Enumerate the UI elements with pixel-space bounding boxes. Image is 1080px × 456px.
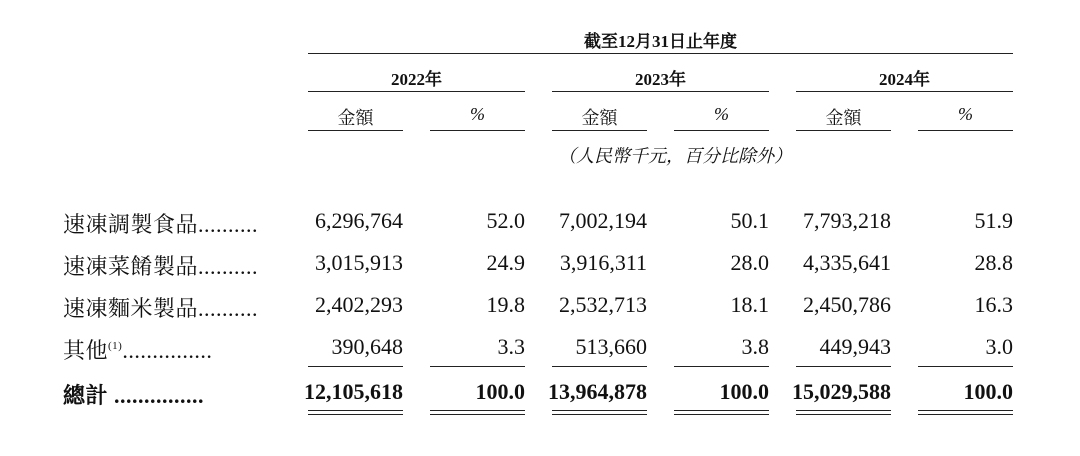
table-cell: 7,793,218	[803, 208, 891, 233]
percent-rule-2024	[918, 130, 1013, 131]
table-cell: 2,532,713	[559, 292, 647, 317]
table-cell: 28.8	[974, 250, 1013, 275]
table-cell: 3,916,311	[559, 250, 647, 275]
row-label	[63, 292, 258, 323]
table-cell: 24.9	[486, 250, 525, 275]
subtotal-rule	[552, 366, 647, 367]
total-double-rule	[674, 414, 769, 415]
total-label	[63, 379, 204, 410]
total-double-rule	[308, 414, 403, 415]
table-cell: 3.8	[741, 334, 769, 359]
row-label-text: 速凍菜餚製品	[63, 254, 199, 279]
table-cell: 390,648	[331, 334, 403, 359]
leader-dots: ..........	[198, 296, 259, 321]
total-cell: 100.0	[963, 379, 1013, 404]
year-2022-header: 2022年	[391, 70, 442, 89]
year-2024-header: 2024年	[879, 70, 930, 89]
total-double-rule	[552, 414, 647, 415]
year-2022-rule	[308, 91, 525, 92]
table-cell: 2,450,786	[803, 292, 891, 317]
amount-header-2023: 金額	[581, 108, 618, 128]
table-cell: 52.0	[486, 208, 525, 233]
subtotal-rule	[308, 366, 403, 367]
total-double-rule	[796, 410, 891, 411]
subtotal-rule	[918, 366, 1013, 367]
percent-header-2024: %	[958, 104, 973, 124]
subtotal-rule	[674, 366, 769, 367]
amount-rule-2023	[552, 130, 647, 131]
amount-header-2024: 金額	[825, 108, 862, 128]
leader-dots: ...............	[114, 383, 205, 408]
table-cell: 513,660	[575, 334, 647, 359]
amount-header-2022: 金額	[337, 108, 374, 128]
table-cell: 449,943	[819, 334, 891, 359]
table-cell: 16.3	[974, 292, 1013, 317]
row-label-text: 速凍調製食品	[63, 212, 199, 237]
amount-rule-2022	[308, 130, 403, 131]
total-cell: 15,029,588	[792, 379, 891, 404]
leader-dots: ...............	[122, 338, 213, 363]
total-cell: 100.0	[719, 379, 769, 404]
table-cell: 28.0	[730, 250, 769, 275]
table-cell: 3.3	[497, 334, 525, 359]
percent-header-2023: %	[714, 104, 729, 124]
table-cell: 19.8	[486, 292, 525, 317]
total-label-text: 總計	[63, 383, 109, 408]
total-cell: 100.0	[475, 379, 525, 404]
subtotal-rule	[796, 366, 891, 367]
leader-dots: ..........	[198, 212, 259, 237]
total-double-rule	[918, 414, 1013, 415]
table-cell: 6,296,764	[315, 208, 403, 233]
leader-dots: ..........	[198, 254, 259, 279]
percent-rule-2023	[674, 130, 769, 131]
percent-header-2022: %	[470, 104, 485, 124]
total-cell: 13,964,878	[548, 379, 647, 404]
total-double-rule	[308, 410, 403, 411]
total-cell: 12,105,618	[304, 379, 403, 404]
table-cell: 3,015,913	[315, 250, 403, 275]
row-label	[63, 334, 212, 365]
amount-rule-2024	[796, 130, 891, 131]
table-cell: 50.1	[730, 208, 769, 233]
year-2023-header: 2023年	[635, 70, 686, 89]
table-cell: 18.1	[730, 292, 769, 317]
total-double-rule	[552, 410, 647, 411]
footnote-marker: (1)	[108, 340, 123, 352]
table-cell: 3.0	[985, 334, 1013, 359]
row-label	[63, 250, 258, 281]
year-2024-rule	[796, 91, 1013, 92]
total-double-rule	[430, 414, 525, 415]
table-cell: 2,402,293	[315, 292, 403, 317]
total-double-rule	[430, 410, 525, 411]
table-cell: 51.9	[974, 208, 1013, 233]
total-double-rule	[796, 414, 891, 415]
table-cell: 7,002,194	[559, 208, 647, 233]
total-double-rule	[918, 410, 1013, 411]
row-label-text: 其他	[63, 338, 109, 363]
row-label	[63, 208, 258, 239]
period-rule	[308, 53, 1013, 54]
table-cell: 4,335,641	[803, 250, 891, 275]
unit-note: （人民幣千元，百分比除外）	[558, 146, 792, 166]
subtotal-rule	[430, 366, 525, 367]
period-title: 截至12月31日止年度	[584, 32, 737, 51]
row-label-text: 速凍麵米製品	[63, 296, 199, 321]
year-2023-rule	[552, 91, 769, 92]
total-double-rule	[674, 410, 769, 411]
percent-rule-2022	[430, 130, 525, 131]
